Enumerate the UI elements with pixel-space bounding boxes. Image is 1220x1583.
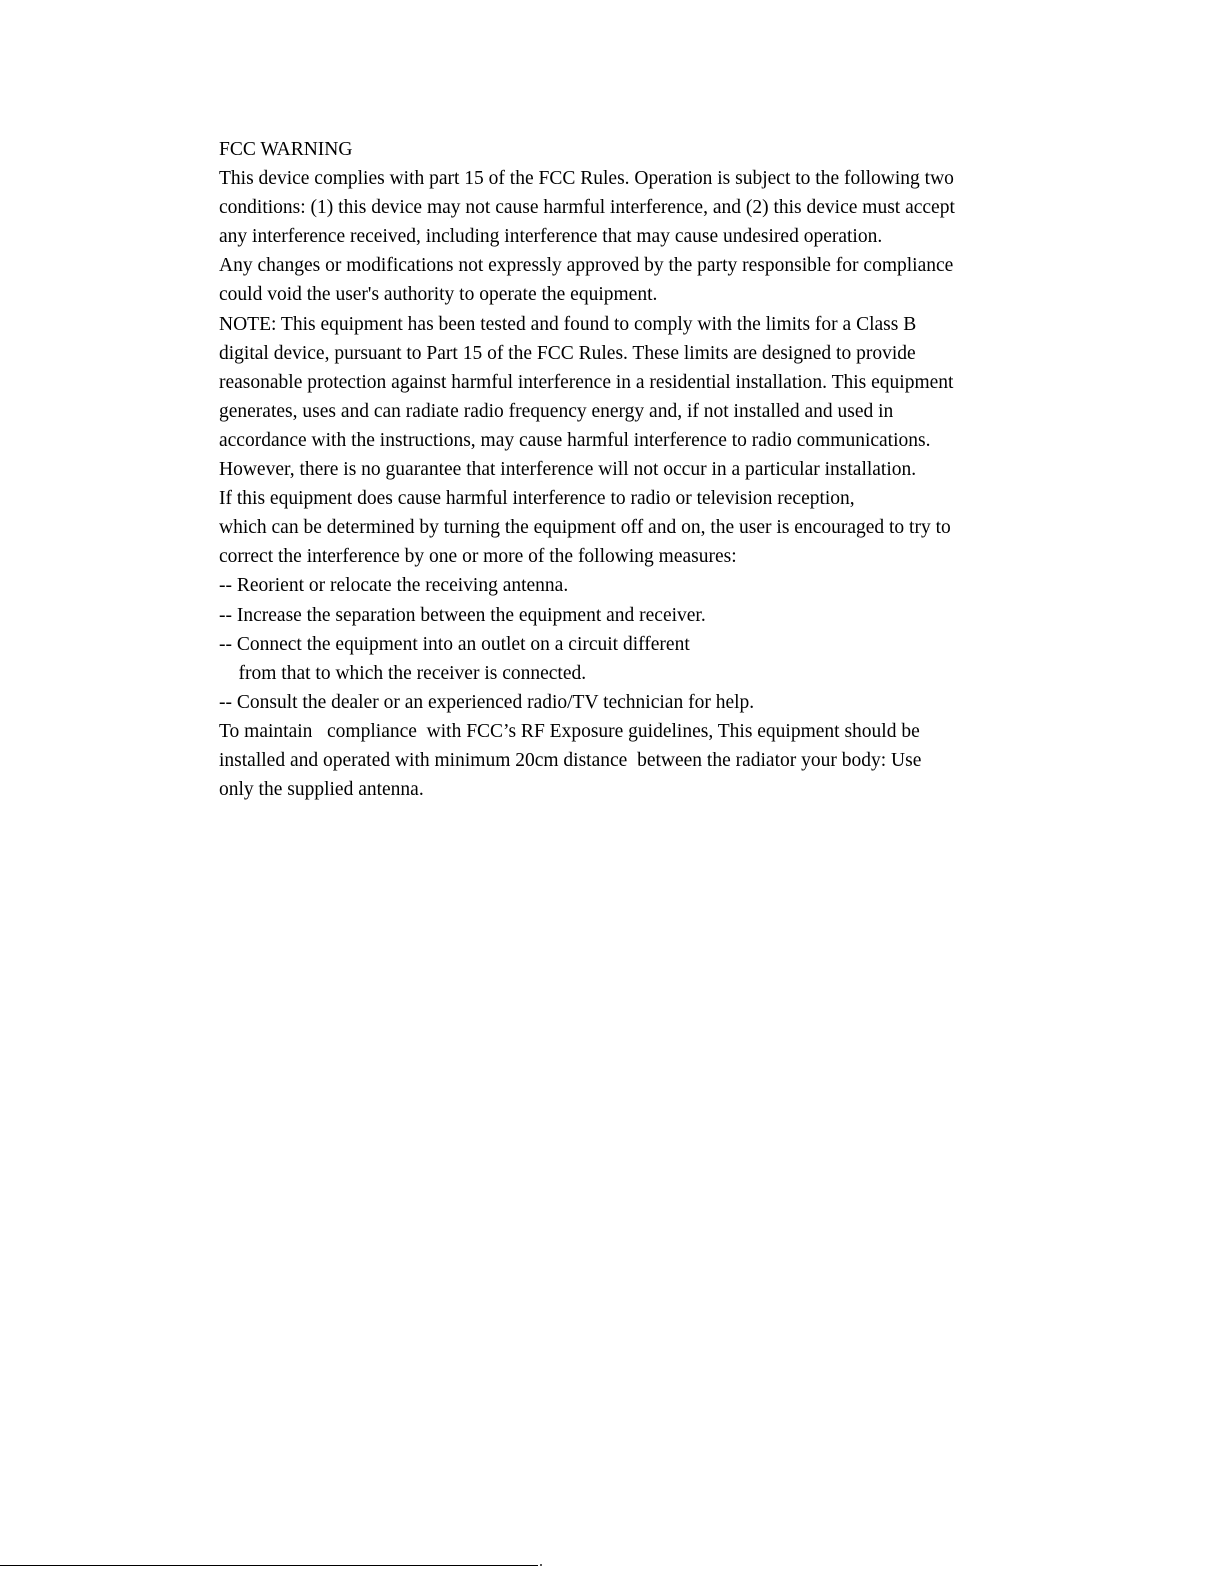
measure-item: -- Increase the separation between the equipment and receiver.	[219, 604, 706, 626]
text-line: which can be determined by turning the equipment off and on, the user is encouraged to try to	[219, 517, 951, 539]
text-line: Any changes or modifications not expressly approved by the party responsible for compliance	[219, 255, 954, 277]
text-line: generates, uses and can radiate radio frequency energy and, if not installed and used in	[219, 400, 894, 422]
text-line: To maintain compliance with FCC’s RF Exposure guidelines, This equipment should be	[219, 720, 920, 742]
measure-item-continuation: from that to which the receiver is connected.	[219, 662, 587, 684]
text-line: This device complies with part 15 of the FCC Rules. Operation is subject to the following two	[219, 168, 954, 190]
text-line: correct the interference by one or more of the following measures:	[219, 546, 737, 568]
text-line: digital device, pursuant to Part 15 of the FCC Rules. These limits are designed to provide	[219, 342, 916, 364]
divider-mark	[540, 1564, 542, 1566]
text-line: could void the user's authority to operate the equipment.	[219, 284, 658, 306]
fcc-warning-heading: FCC WARNING	[219, 139, 353, 160]
footnote-divider	[0, 1565, 538, 1566]
text-line: reasonable protection against harmful interference in a residential installation. This equipment	[219, 371, 954, 393]
text-line: However, there is no guarantee that interference will not occur in a particular installation.	[219, 459, 917, 481]
measure-item: -- Reorient or relocate the receiving antenna.	[219, 575, 569, 597]
text-line: installed and operated with minimum 20cm distance between the radiator your body: Use	[219, 749, 922, 771]
measure-item: -- Consult the dealer or an experienced radio/TV technician for help.	[219, 691, 755, 713]
text-line: any interference received, including interference that may cause undesired operation.	[219, 226, 883, 248]
text-line: NOTE: This equipment has been tested and found to comply with the limits for a Class B	[219, 313, 917, 335]
text-line: only the supplied antenna.	[219, 779, 424, 801]
text-line: conditions: (1) this device may not cause harmful interference, and (2) this device must accept	[219, 197, 955, 219]
text-line: If this equipment does cause harmful interference to radio or television reception,	[219, 488, 855, 510]
measure-item: -- Connect the equipment into an outlet on a circuit different	[219, 633, 690, 655]
fcc-warning-text	[219, 135, 1009, 804]
text-line: accordance with the instructions, may cause harmful interference to radio communications.	[219, 429, 931, 451]
